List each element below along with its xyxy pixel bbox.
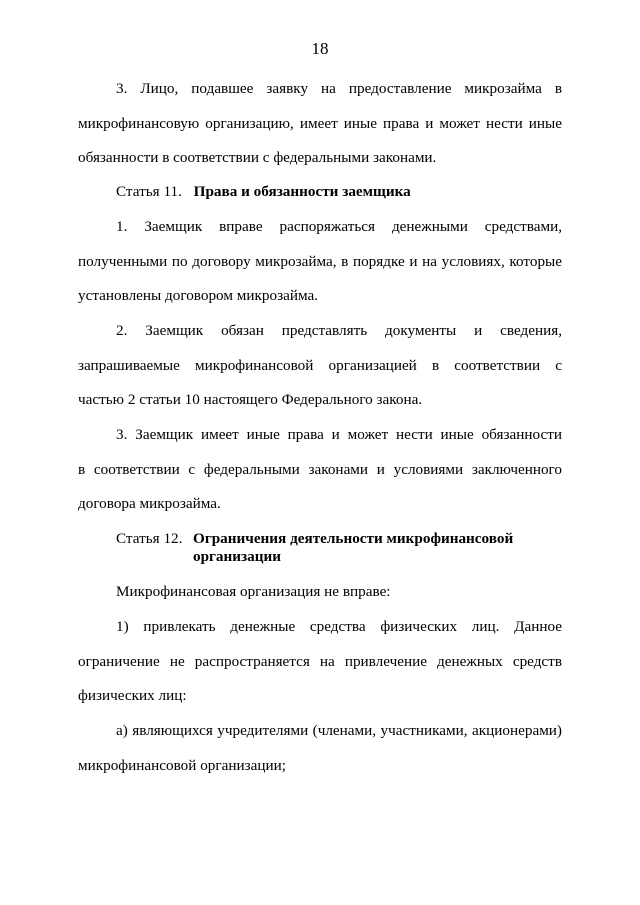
paragraph-line: физических лиц: [78, 687, 187, 704]
paragraph-line: в соответствии с федеральными законами и условиями заключенного [78, 461, 562, 478]
article-title: Права и обязанности заемщика [193, 183, 411, 200]
paragraph-line: полученными по договору микрозайма, в порядке и на условиях, которые [78, 253, 562, 270]
paragraph-line: установлены договором микрозайма. [78, 287, 318, 304]
paragraph-line: ограничение не распространяется на привлечение денежных средств [78, 653, 562, 670]
paragraph-line: микрофинансовую организацию, имеет иные права и может нести иные [78, 115, 562, 132]
paragraph-line: 1. Заемщик вправе распоряжаться денежными средствами, [116, 218, 562, 235]
paragraph-line: 1) привлекать денежные средства физических лиц. Данное [116, 618, 562, 635]
paragraph-line: 3. Заемщик имеет иные права и может нести иные обязанности [116, 426, 562, 443]
article-12-heading [116, 530, 182, 548]
article-label: Статья 12. [116, 530, 183, 547]
article-title: организации [193, 548, 281, 565]
paragraph-line: Микрофинансовая организация не вправе: [116, 583, 391, 600]
article-title: Ограничения деятельности микрофинансовой [193, 530, 514, 547]
page-number: 18 [311, 39, 329, 58]
article-label: Статья 11. [116, 183, 182, 200]
paragraph-line: а) являющихся учредителями (членами, участниками, акционерами) [116, 722, 562, 739]
paragraph-line: 3. Лицо, подавшее заявку на предоставление микрозайма в [116, 80, 562, 97]
paragraph-line: договора микрозайма. [78, 495, 221, 512]
article-11-heading [116, 183, 411, 201]
paragraph-line: микрофинансовой организации; [78, 757, 286, 774]
paragraph-line: частью 2 статьи 10 настоящего Федерального закона. [78, 391, 423, 408]
paragraph-line: запрашиваемые микрофинансовой организацией в соответствии с [78, 357, 562, 374]
paragraph-line: обязанности в соответствии с федеральными законами. [78, 149, 437, 166]
paragraph-line: 2. Заемщик обязан представлять документы и сведения, [116, 322, 562, 339]
